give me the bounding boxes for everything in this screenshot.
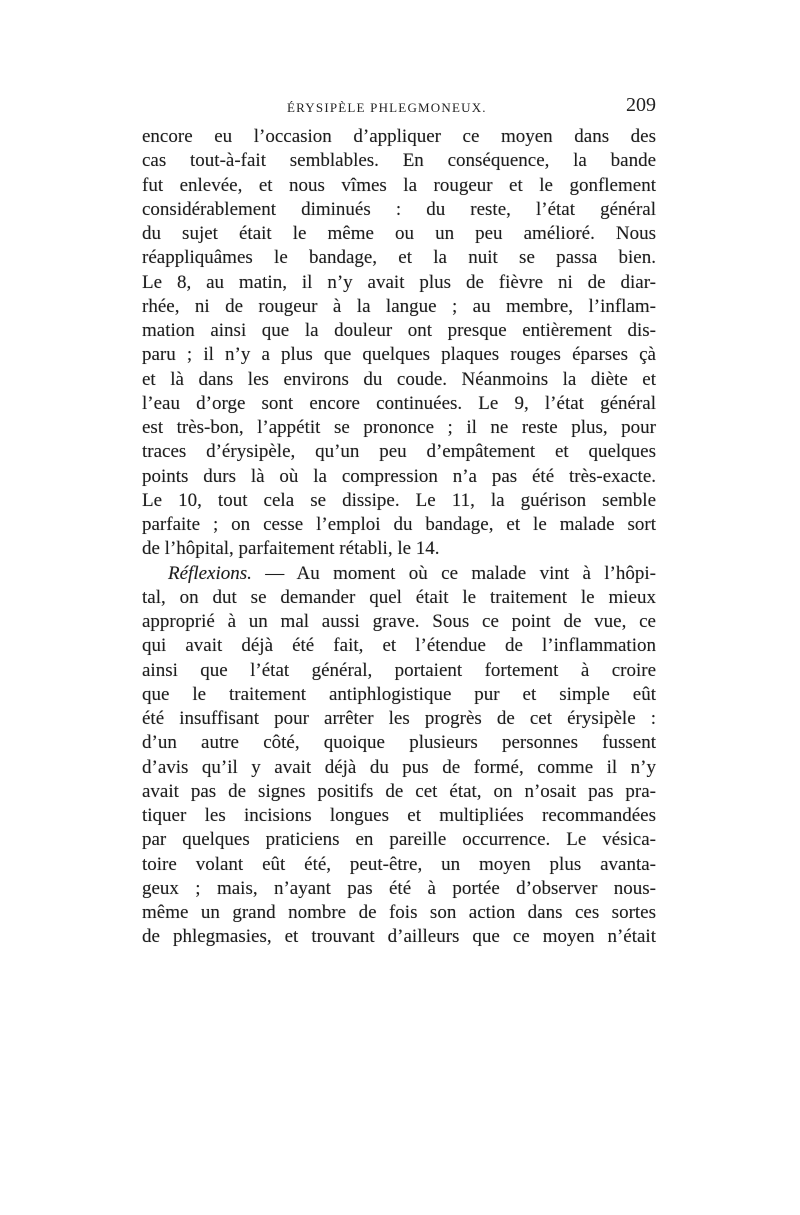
text-line: traces d’érysipèle, qu’un peu d’empâtement et quelques [142,441,656,463]
text-line: été insuffisant pour arrêter les progrès de cet érysipèle : [142,708,656,729]
text-line: que le traitement antiphlogistique pur et simple eût [142,683,656,705]
text-line: de phlegmasies, et trouvant d’ailleurs que ce moyen n’était [142,926,656,948]
page-header [142,92,656,122]
page-number: 209 [626,94,656,116]
text-line: geux ; mais, n’ayant pas été à portée d’observer nous- [142,877,656,899]
text-line: par quelques praticiens en pareille occurrence. Le vésica- [142,829,656,851]
text-line: tal, on dut se demander quel était le traitement le mieux [142,586,656,608]
text-line: de l’hôpital, parfaitement rétabli, le 14. [142,538,440,560]
text-line: paru ; il n’y a plus que quelques plaques rouges éparses çà [142,344,656,366]
text-line: est très-bon, l’appétit se prononce ; il ne reste plus, pour [142,417,656,438]
text-line: approprié à un mal aussi grave. Sous ce point de vue, ce [142,611,656,632]
text-line: mation ainsi que la douleur ont presque entièrement dis- [142,320,656,341]
reflexions-first-line [142,562,656,586]
text-line: l’eau d’orge sont encore continuées. Le 9, l’état général [142,392,656,414]
text-line: fut enlevée, et nous vîmes la rougeur et le gonflement [142,174,656,196]
running-title: ÉRYSIPÈLE PHLEGMONEUX. [287,100,487,115]
text-line: cas tout-à-fait semblables. En conséquence, la bande [142,150,656,172]
text-line: avait pas de signes positifs de cet état, on n’osait pas pra- [142,780,656,802]
text-line: qui avait déjà été fait, et l’étendue de l’inflammation [142,635,656,657]
body-text [142,125,656,950]
text-line: tiquer les incisions longues et multipliées recommandées [142,805,656,826]
text-line: et là dans les environs du coude. Néanmoins la diète et [142,368,656,390]
text-line: réappliquâmes le bandage, et la nuit se passa bien. [142,247,656,269]
text-line: considérablement diminués : du reste, l’état général [142,198,656,220]
text-line: points durs là où la compression n’a pas été très-exacte. [142,465,656,487]
text-line: Le 10, tout cela se dissipe. Le 11, la guérison semble [142,489,656,511]
text-line: Le 8, au matin, il n’y avait plus de fièvre ni de diar- [142,271,656,293]
text-line: d’un autre côté, quoique plusieurs personnes fussent [142,732,656,754]
text-line: rhée, ni de rougeur à la langue ; au membre, l’inflam- [142,295,656,317]
text-line: ainsi que l’état général, portaient fortement à croire [142,659,656,681]
text-line: du sujet était le même ou un peu amélioré. Nous [142,223,656,244]
reflexions-label: Réflexions. [168,562,252,584]
text-line: toire volant eût été, peut-être, un moyen plus avanta- [142,853,656,875]
text-line: d’avis qu’il y avait déjà du pus de formé, comme il n’y [142,756,656,778]
text-line: même un grand nombre de fois son action dans ces sortes [142,902,656,923]
text-line: encore eu l’occasion d’appliquer ce moyen dans des [142,126,656,147]
reflexions-first-line-text: — Au moment où ce malade vint à l’hôpi- [251,562,656,584]
text-line: parfaite ; on cesse l’emploi du bandage, et le malade sort [142,514,656,535]
